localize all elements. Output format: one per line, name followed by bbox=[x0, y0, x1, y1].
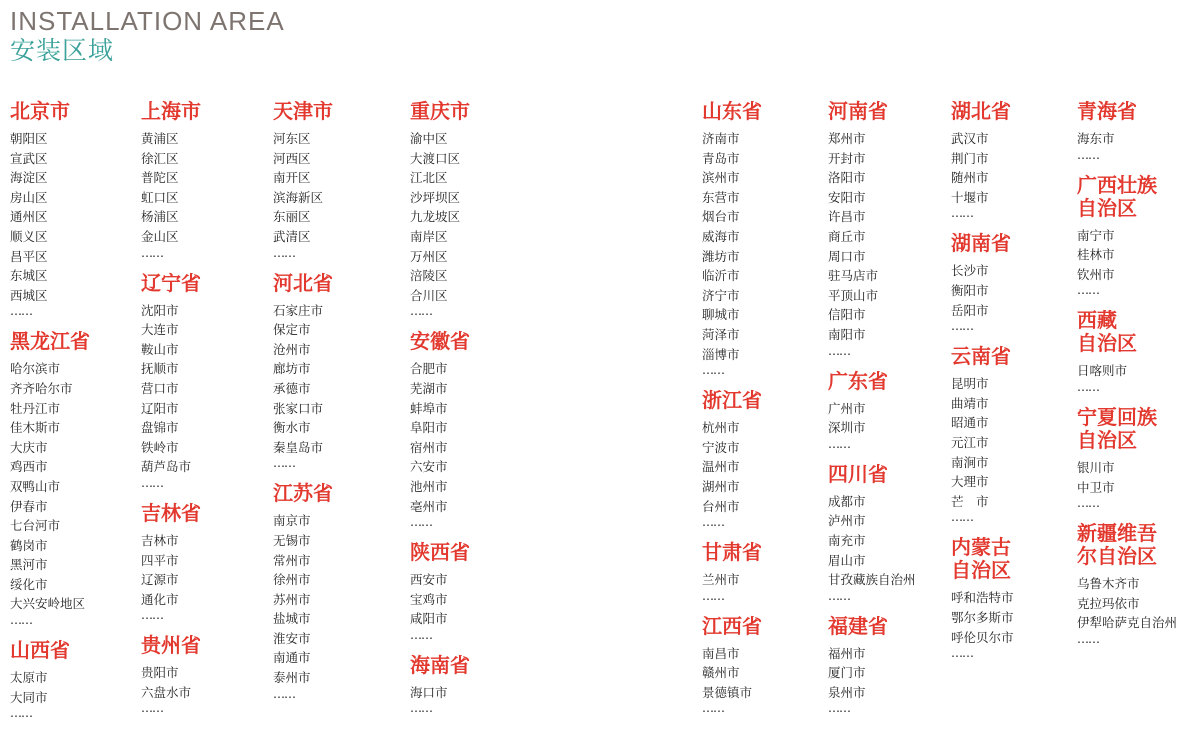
city-item: 安阳市 bbox=[828, 189, 866, 205]
page-title-cn: 安装区域 bbox=[10, 36, 115, 65]
city-item: 双鸭山市 bbox=[10, 478, 61, 494]
city-item: 合肥市 bbox=[410, 361, 448, 377]
more-ellipsis: …… bbox=[410, 627, 432, 642]
city-item: 顺义区 bbox=[10, 228, 48, 244]
city-item: 克拉玛依市 bbox=[1077, 595, 1140, 611]
more-ellipsis: …… bbox=[828, 588, 850, 603]
city-item: 日喀则市 bbox=[1077, 363, 1128, 379]
region-column bbox=[828, 100, 916, 727]
region-name: 青海省 bbox=[1077, 99, 1137, 123]
city-item: 赣州市 bbox=[702, 665, 740, 681]
city-item: 六盘水市 bbox=[141, 684, 192, 700]
city-item: 涪陵区 bbox=[410, 268, 448, 284]
city-item: 虹口区 bbox=[141, 189, 179, 205]
city-item: 六安市 bbox=[410, 459, 448, 475]
city-item: 黑河市 bbox=[10, 557, 48, 573]
city-item: 沙坪坝区 bbox=[410, 189, 461, 205]
city-item: 七台河市 bbox=[10, 518, 61, 534]
city-item: 钦州市 bbox=[1077, 266, 1115, 282]
region-group bbox=[951, 232, 1014, 334]
city-item: 辽源市 bbox=[141, 572, 179, 588]
region-column bbox=[951, 100, 1014, 672]
region-group bbox=[1077, 100, 1177, 163]
more-ellipsis: …… bbox=[10, 304, 32, 319]
region-group bbox=[10, 330, 90, 628]
city-item: 张家口市 bbox=[273, 400, 324, 416]
city-item: 保定市 bbox=[273, 322, 311, 338]
city-item: 鄂尔多斯市 bbox=[951, 609, 1014, 625]
region-name: 新疆维吾 尔自治区 bbox=[1077, 521, 1157, 569]
city-item: 元江市 bbox=[951, 434, 989, 450]
more-ellipsis: …… bbox=[702, 701, 724, 716]
city-item: 朝阳区 bbox=[10, 131, 48, 146]
city-item: 衡水市 bbox=[273, 420, 311, 436]
region-name: 江西省 bbox=[702, 613, 762, 638]
city-item: 昆明市 bbox=[951, 376, 989, 392]
region-name: 甘肃省 bbox=[702, 540, 762, 565]
region-group bbox=[828, 370, 916, 452]
region-name: 广东省 bbox=[828, 368, 888, 393]
city-item: 宝鸡市 bbox=[410, 591, 448, 607]
city-item: 阜阳市 bbox=[410, 420, 448, 436]
city-item: 滨州市 bbox=[702, 170, 740, 186]
more-ellipsis: …… bbox=[410, 701, 432, 716]
city-item: 盘锦市 bbox=[141, 420, 179, 436]
region-name: 陕西省 bbox=[410, 540, 470, 565]
region-group bbox=[273, 100, 333, 261]
more-ellipsis: …… bbox=[951, 646, 973, 661]
city-item: 伊春市 bbox=[10, 498, 48, 514]
city-item: 铁岭市 bbox=[141, 439, 179, 455]
city-item: 河东区 bbox=[273, 131, 311, 146]
city-item: 通州区 bbox=[10, 209, 48, 225]
city-item: 杨浦区 bbox=[141, 209, 179, 225]
more-ellipsis: …… bbox=[1077, 631, 1099, 646]
city-item: 南宁市 bbox=[1077, 227, 1115, 243]
city-item: 泉州市 bbox=[828, 684, 866, 700]
region-name: 福建省 bbox=[828, 613, 888, 638]
city-item: 伊犁哈萨克自治州 bbox=[1077, 615, 1178, 631]
region-name: 河北省 bbox=[273, 270, 333, 295]
city-item: 东城区 bbox=[10, 268, 48, 284]
region-name: 云南省 bbox=[951, 344, 1011, 369]
city-item: 合川区 bbox=[410, 287, 448, 303]
city-item: 十堰市 bbox=[951, 189, 989, 205]
city-item: 南通市 bbox=[273, 650, 311, 666]
city-item: 大连市 bbox=[141, 322, 179, 338]
more-ellipsis: …… bbox=[273, 456, 295, 471]
region-name: 黑龙江省 bbox=[10, 329, 90, 354]
city-item: 东营市 bbox=[702, 189, 740, 205]
region-column bbox=[1077, 100, 1177, 658]
city-item: 普陀区 bbox=[141, 170, 179, 186]
city-item: 青岛市 bbox=[702, 150, 740, 166]
city-item: 宁波市 bbox=[702, 439, 740, 455]
city-item: 威海市 bbox=[702, 228, 740, 244]
region-name: 吉林省 bbox=[141, 500, 201, 525]
more-ellipsis: …… bbox=[702, 515, 724, 530]
region-group bbox=[951, 536, 1014, 661]
region-name: 河南省 bbox=[828, 99, 888, 123]
city-item: 济宁市 bbox=[702, 287, 740, 303]
city-item: 无锡市 bbox=[273, 532, 311, 548]
city-item: 葫芦岛市 bbox=[141, 459, 192, 475]
city-item: 甘孜藏族自治州 bbox=[828, 572, 916, 588]
city-item: 芜湖市 bbox=[410, 380, 448, 396]
city-item: 大兴安岭地区 bbox=[10, 596, 86, 612]
city-item: 厦门市 bbox=[828, 665, 866, 681]
city-item: 亳州市 bbox=[410, 498, 448, 514]
city-item: 沈阳市 bbox=[141, 302, 179, 318]
city-item: 齐齐哈尔市 bbox=[10, 380, 73, 396]
city-item: 温州市 bbox=[702, 459, 740, 475]
city-item: 南京市 bbox=[273, 513, 311, 529]
city-item: 福州市 bbox=[828, 645, 866, 661]
page-title-en: INSTALLATION AREA bbox=[10, 6, 285, 36]
city-item: 池州市 bbox=[410, 478, 448, 494]
city-item: 万州区 bbox=[410, 248, 448, 264]
city-item: 武汉市 bbox=[951, 131, 989, 146]
more-ellipsis: …… bbox=[1077, 379, 1099, 394]
city-item: 菏泽市 bbox=[702, 326, 740, 342]
city-item: 徐汇区 bbox=[141, 150, 179, 166]
more-ellipsis: …… bbox=[702, 588, 724, 603]
more-ellipsis: …… bbox=[273, 686, 295, 701]
region-group bbox=[1077, 406, 1177, 511]
region-column bbox=[702, 100, 762, 727]
city-item: 衡阳市 bbox=[951, 282, 989, 298]
city-item: 佳木斯市 bbox=[10, 420, 61, 436]
region-group bbox=[702, 615, 762, 717]
region-name: 湖南省 bbox=[951, 231, 1011, 256]
city-item: 聊城市 bbox=[702, 307, 740, 323]
region-name: 辽宁省 bbox=[141, 270, 201, 295]
city-item: 房山区 bbox=[10, 189, 48, 205]
city-item: 洛阳市 bbox=[828, 170, 866, 186]
city-item: 桂林市 bbox=[1077, 247, 1115, 263]
city-item: 太原市 bbox=[10, 670, 48, 686]
city-item: 南涧市 bbox=[951, 454, 989, 470]
city-item: 抚顺市 bbox=[141, 361, 179, 377]
city-item: 江北区 bbox=[410, 170, 448, 186]
city-item: 中卫市 bbox=[1077, 479, 1115, 495]
region-name: 湖北省 bbox=[951, 99, 1011, 123]
region-group bbox=[273, 272, 333, 472]
city-item: 平顶山市 bbox=[828, 287, 879, 303]
region-group bbox=[410, 541, 470, 643]
region-column bbox=[10, 100, 90, 732]
city-item: 成都市 bbox=[828, 493, 866, 509]
region-group bbox=[702, 389, 762, 530]
city-item: 鞍山市 bbox=[141, 341, 179, 357]
city-item: 吉林市 bbox=[141, 532, 179, 548]
region-group bbox=[702, 541, 762, 604]
more-ellipsis: …… bbox=[141, 701, 163, 716]
city-item: 九龙坡区 bbox=[410, 209, 461, 225]
city-item: 宿州市 bbox=[410, 439, 448, 455]
city-item: 鸡西市 bbox=[10, 459, 48, 475]
city-item: 绥化市 bbox=[10, 576, 48, 592]
city-item: 南岸区 bbox=[410, 228, 448, 244]
city-item: 南昌市 bbox=[702, 645, 740, 661]
city-item: 济南市 bbox=[702, 131, 740, 146]
region-name: 西藏 自治区 bbox=[1077, 308, 1137, 356]
city-item: 盐城市 bbox=[273, 611, 311, 627]
more-ellipsis: …… bbox=[828, 436, 850, 451]
city-item: 烟台市 bbox=[702, 209, 740, 225]
city-item: 西城区 bbox=[10, 287, 48, 303]
more-ellipsis: …… bbox=[141, 475, 163, 490]
city-item: 常州市 bbox=[273, 552, 311, 568]
more-ellipsis: …… bbox=[141, 608, 163, 623]
region-group bbox=[141, 634, 201, 716]
city-item: 承德市 bbox=[273, 380, 311, 396]
city-item: 渝中区 bbox=[410, 131, 448, 146]
more-ellipsis: …… bbox=[410, 304, 432, 319]
city-item: 滨海新区 bbox=[273, 189, 324, 205]
city-item: 武清区 bbox=[273, 228, 311, 244]
region-group bbox=[1077, 174, 1177, 299]
city-item: 西安市 bbox=[410, 572, 448, 588]
city-item: 宣武区 bbox=[10, 150, 48, 166]
region-name: 四川省 bbox=[828, 461, 888, 486]
region-column bbox=[141, 100, 201, 727]
city-item: 黄浦区 bbox=[141, 131, 179, 146]
city-item: 杭州市 bbox=[702, 420, 740, 436]
city-item: 周口市 bbox=[828, 248, 866, 264]
city-item: 信阳市 bbox=[828, 307, 866, 323]
city-item: 营口市 bbox=[141, 380, 179, 396]
region-column bbox=[273, 100, 333, 713]
more-ellipsis: …… bbox=[951, 206, 973, 221]
city-item: 大理市 bbox=[951, 474, 989, 490]
region-group bbox=[10, 639, 90, 721]
city-item: 泰州市 bbox=[273, 670, 311, 686]
city-item: 台州市 bbox=[702, 498, 740, 514]
region-column bbox=[410, 100, 470, 727]
city-item: 眉山市 bbox=[828, 552, 866, 568]
city-item: 长沙市 bbox=[951, 263, 989, 279]
city-item: 海口市 bbox=[410, 684, 448, 700]
city-item: 许昌市 bbox=[828, 209, 866, 225]
city-item: 大同市 bbox=[10, 689, 48, 705]
region-group bbox=[951, 345, 1014, 525]
city-item: 呼伦贝尔市 bbox=[951, 629, 1014, 645]
region-group bbox=[828, 463, 916, 604]
region-name: 重庆市 bbox=[410, 99, 470, 123]
more-ellipsis: …… bbox=[10, 706, 32, 721]
city-item: 泸州市 bbox=[828, 513, 866, 529]
city-item: 呼和浩特市 bbox=[951, 590, 1014, 606]
city-item: 鹤岗市 bbox=[10, 537, 48, 553]
city-item: 乌鲁木齐市 bbox=[1077, 576, 1140, 592]
region-name: 北京市 bbox=[10, 99, 70, 123]
city-item: 海东市 bbox=[1077, 131, 1115, 146]
city-item: 咸阳市 bbox=[410, 611, 448, 627]
city-item: 潍坊市 bbox=[702, 248, 740, 264]
region-name: 海南省 bbox=[410, 652, 470, 677]
more-ellipsis: …… bbox=[1077, 496, 1099, 511]
city-item: 驻马店市 bbox=[828, 268, 879, 284]
city-item: 昭通市 bbox=[951, 415, 989, 431]
region-group bbox=[410, 654, 470, 717]
region-group bbox=[702, 100, 762, 378]
city-item: 四平市 bbox=[141, 552, 179, 568]
city-item: 金山区 bbox=[141, 228, 179, 244]
city-item: 岳阳市 bbox=[951, 302, 989, 318]
more-ellipsis: …… bbox=[1077, 283, 1099, 298]
city-item: 芒 市 bbox=[951, 493, 989, 509]
region-group bbox=[410, 100, 470, 319]
city-item: 荆门市 bbox=[951, 150, 989, 166]
more-ellipsis: …… bbox=[828, 701, 850, 716]
city-item: 河西区 bbox=[273, 150, 311, 166]
city-item: 广州市 bbox=[828, 400, 866, 416]
city-item: 通化市 bbox=[141, 591, 179, 607]
city-item: 南阳市 bbox=[828, 326, 866, 342]
city-item: 苏州市 bbox=[273, 591, 311, 607]
region-group bbox=[951, 100, 1014, 221]
city-item: 大庆市 bbox=[10, 439, 48, 455]
region-group bbox=[828, 615, 916, 717]
region-group bbox=[410, 330, 470, 530]
city-item: 深圳市 bbox=[828, 420, 866, 436]
city-item: 随州市 bbox=[951, 170, 989, 186]
region-name: 广西壮族 自治区 bbox=[1077, 172, 1157, 220]
region-group bbox=[273, 482, 333, 701]
region-group bbox=[10, 100, 90, 319]
city-item: 徐州市 bbox=[273, 572, 311, 588]
city-item: 廊坊市 bbox=[273, 361, 311, 377]
city-item: 辽阳市 bbox=[141, 400, 179, 416]
city-item: 大渡口区 bbox=[410, 150, 461, 166]
city-item: 东丽区 bbox=[273, 209, 311, 225]
region-group bbox=[828, 100, 916, 359]
city-item: 淄博市 bbox=[702, 346, 740, 362]
more-ellipsis: …… bbox=[141, 245, 163, 260]
city-item: 湖州市 bbox=[702, 478, 740, 494]
region-name: 安徽省 bbox=[410, 329, 470, 354]
city-item: 景德镇市 bbox=[702, 684, 753, 700]
region-name: 江苏省 bbox=[273, 481, 333, 506]
city-item: 淮安市 bbox=[273, 630, 311, 646]
city-item: 开封市 bbox=[828, 150, 866, 166]
city-item: 哈尔滨市 bbox=[10, 361, 61, 377]
region-group bbox=[141, 272, 201, 491]
city-item: 兰州市 bbox=[702, 572, 740, 588]
region-name: 山东省 bbox=[702, 99, 762, 123]
city-item: 郑州市 bbox=[828, 131, 866, 146]
region-group bbox=[1077, 309, 1177, 395]
more-ellipsis: …… bbox=[1077, 147, 1099, 162]
city-item: 沧州市 bbox=[273, 341, 311, 357]
city-item: 临沂市 bbox=[702, 268, 740, 284]
city-item: 昌平区 bbox=[10, 248, 48, 264]
region-group bbox=[141, 502, 201, 623]
more-ellipsis: …… bbox=[410, 515, 432, 530]
region-name: 山西省 bbox=[10, 638, 70, 663]
city-item: 曲靖市 bbox=[951, 395, 989, 411]
more-ellipsis: …… bbox=[702, 363, 724, 378]
region-name: 上海市 bbox=[141, 99, 201, 123]
city-item: 蚌埠市 bbox=[410, 400, 448, 416]
region-group bbox=[1077, 522, 1177, 647]
region-name: 浙江省 bbox=[702, 388, 762, 413]
more-ellipsis: …… bbox=[951, 510, 973, 525]
city-item: 南开区 bbox=[273, 170, 311, 186]
city-item: 贵阳市 bbox=[141, 665, 179, 681]
region-group bbox=[141, 100, 201, 261]
city-item: 石家庄市 bbox=[273, 302, 324, 318]
region-name: 贵州省 bbox=[141, 633, 201, 658]
city-item: 海淀区 bbox=[10, 170, 48, 186]
region-name: 天津市 bbox=[273, 99, 333, 123]
city-item: 秦皇岛市 bbox=[273, 439, 324, 455]
region-name: 宁夏回族 自治区 bbox=[1077, 404, 1157, 452]
city-item: 银川市 bbox=[1077, 459, 1115, 475]
city-item: 牡丹江市 bbox=[10, 400, 61, 416]
city-item: 商丘市 bbox=[828, 228, 866, 244]
more-ellipsis: …… bbox=[273, 245, 295, 260]
more-ellipsis: …… bbox=[828, 343, 850, 358]
more-ellipsis: …… bbox=[10, 613, 32, 628]
region-name: 内蒙古 自治区 bbox=[951, 535, 1011, 583]
city-item: 南充市 bbox=[828, 532, 866, 548]
more-ellipsis: …… bbox=[951, 319, 973, 334]
